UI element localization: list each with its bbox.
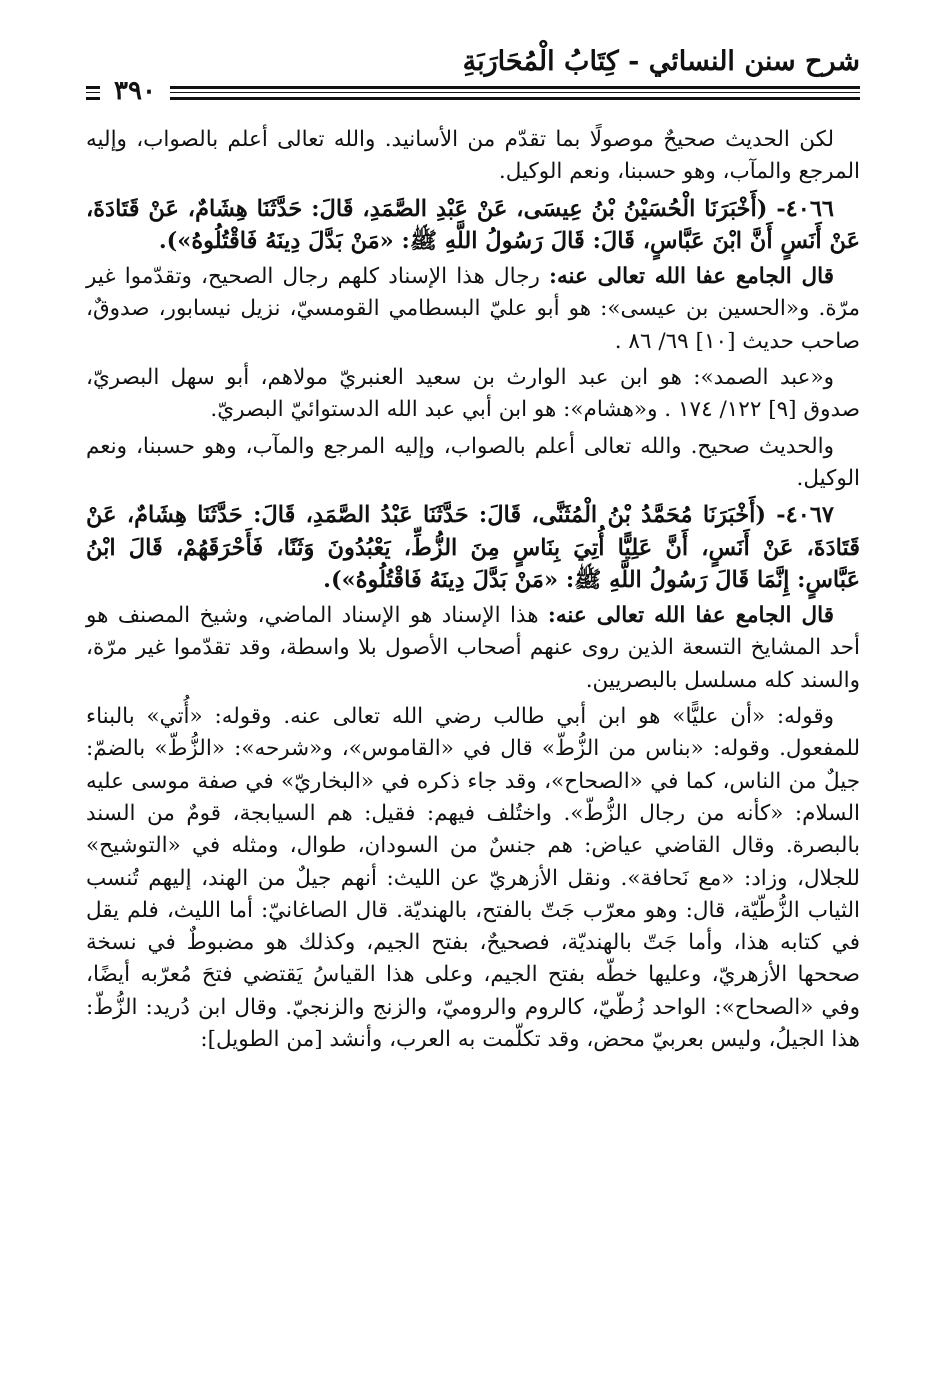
commentary-paragraph <box>86 600 860 697</box>
paragraph: وقوله: «أن عليًّا» هو ابن أبي طالب رضي الله تعالى عنه. وقوله: «أُتي» بالبناء للمفعول. وقوله: «بناس من الزُّطّ» قال في «القاموس»، و«شرحه»: «الزُّطّ» بالضمّ: جيلٌ من الناس، كما في «الصحاح»، وقد جاء ذكره في «البخاريّ» في صفة موسى عليه السلام: «كأنه من رجال الزُّطّ». واختُلف فيهم: فقيل: هم السيابجة، قومٌ من السند بالبصرة. وقال القاضي عياض: هم جنسٌ من السودان، طوال، ومثله في «التوشيح» للجلال، وزاد: «مع نَحافة». ونقل الأزهريّ عن الليث: أنهم جيلٌ من الهند، إليهم تُنسب الثياب الزُّطّيّة، قال: وهو معرّب جَتّ بالفتح، بالهنديّة. قال الصاغانيّ: أما الليث، فلم يقل في كتابه هذا، وأما جَتّ بالهنديّة، فصحيحٌ، بفتح الجيم، وكذلك هو مضبوطٌ في نسخة صححها الأزهريّ، وعليها خطّه بفتح الجيم، وعلى هذا القياسُ يَقتضي فتحَ مُعرّبه أيضًا، وفي «الصحاح»: الواحد زُطّيّ، كالروم والروميّ، والزنج والزنجيّ. وقال ابن دُريد: الزُّطّ: هذا الجيلُ، وليس بعربيّ محض، وقد تكلّمت به العرب، وأنشد [من الطويل]: <box>86 704 860 1053</box>
commentary-lead: قال الجامع عفا الله تعالى عنه: <box>549 264 834 290</box>
paragraph: والحديث صحيح. والله تعالى أعلم بالصواب، وإليه المرجع والمآب، وهو حسبنا، ونعم الوكيل. <box>86 433 860 491</box>
page-number: ٣٩٠ <box>100 76 170 106</box>
hadith-paragraph: ٤٠٦٦- (أَخْبَرَنَا الْحُسَيْنُ بْنُ عِيسَى، عَنْ عَبْدِ الصَّمَدِ، قَالَ: حَدَّثَنَا هِشَامٌ، عَنْ قَتَادَةَ، عَنْ أَنَسٍ أَنَّ ابْنَ عَبَّاسٍ، قَالَ: قَالَ رَسُولُ اللَّهِ ﷺ: «مَنْ بَدَّلَ دِينَهُ فَاقْتُلُوهُ»). <box>86 195 860 254</box>
header-rule-bottom <box>86 97 860 100</box>
commentary-text: هذا الإسناد هو الإسناد الماضي، وشيخ المصنف هو أحد المشايخ التسعة الذين روى عنهم أصحاب الأصول بلا واسطة، وقد تقدّموا غير مرّة، والسند كله مسلسل بالبصريين. <box>86 603 860 693</box>
commentary-paragraph <box>86 261 860 358</box>
commentary-lead: قال الجامع عفا الله تعالى عنه: <box>547 603 834 629</box>
commentary-text: رجال هذا الإسناد كلهم رجال الصحيح، وتقدّموا غير مرّة. و«الحسين بن عيسى»: هو أبو عليّ البسطامي القومسيّ، نزيل نيسابور، صدوقٌ، صاحب حديث [١٠] ٦٩/ ٨٦ . <box>86 264 860 354</box>
hadith-paragraph: ٤٠٦٧- (أَخْبَرَنَا مُحَمَّدُ بْنُ الْمُثَنَّى، قَالَ: حَدَّثَنَا عَبْدُ الصَّمَدِ، قَالَ: حَدَّثَنَا هِشَامٌ، عَنْ قَتَادَةَ، عَنْ أَنَسٍ، أَنَّ عَلِيًّا أُتِيَ بِنَاسٍ مِنَ الزُّطِّ، يَعْبُدُونَ وَثَنًا، فَأَحْرَقَهُمْ، قَالَ ابْنُ عَبَّاسٍ: إِنَّمَا قَالَ رَسُولُ اللَّهِ ﷺ: «مَنْ بَدَّلَ دِينَهُ فَاقْتُلُوهُ»). <box>86 502 860 593</box>
header-rule-middle <box>86 92 860 93</box>
paragraph: و«عبد الصمد»: هو ابن عبد الوارث بن سعيد العنبريّ مولاهم، أبو سهل البصريّ، صدوق [٩] ١٢٢/ ١٧٤ . و«هشام»: هو ابن أبي عبد الله الدستوائيّ البصريّ. <box>86 365 860 423</box>
page-body <box>86 124 860 1060</box>
paragraph: لكن الحديث صحيحٌ موصولًا بما تقدّم من الأسانيد. والله تعالى أعلم بالصواب، وإليه المرجع والمآب، وهو حسبنا، ونعم الوكيل. <box>86 127 860 185</box>
running-title: شرح سنن النسائي - كِتَابُ الْمُحَارَبَةِ <box>462 46 860 77</box>
header-rule-top <box>86 86 860 89</box>
